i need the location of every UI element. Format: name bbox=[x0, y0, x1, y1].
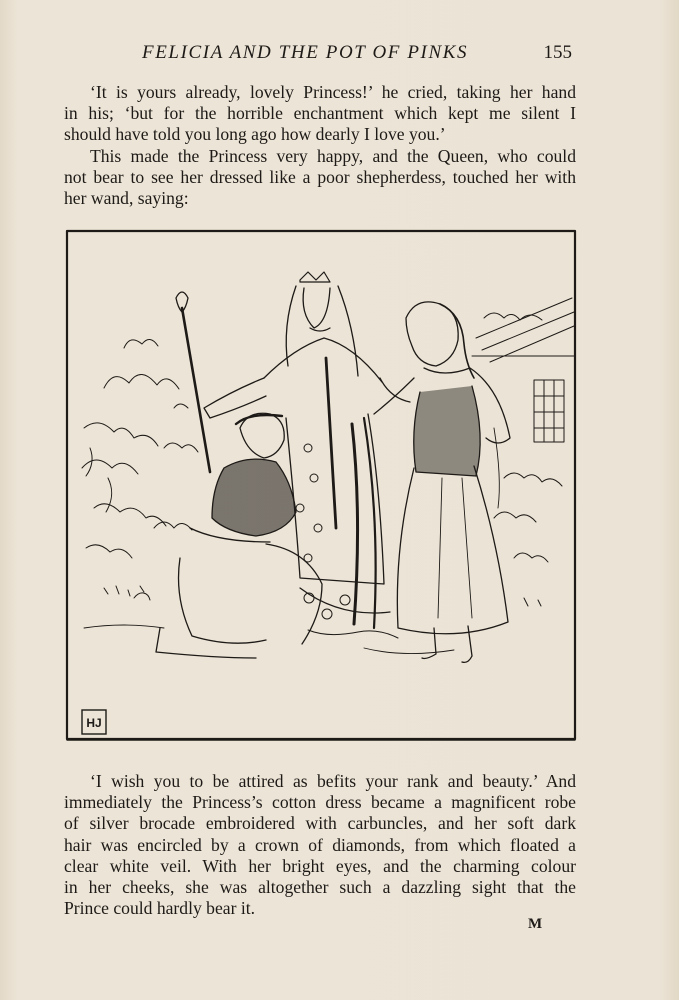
text-line: in his; ‘but for the horrible enchantment which kept me silent I bbox=[64, 103, 576, 124]
page-number: 155 bbox=[543, 42, 572, 63]
text-line: Prince could hardly bear it. bbox=[64, 898, 256, 919]
running-title: FELICIA AND THE POT OF PINKS bbox=[142, 42, 469, 63]
queen-figure bbox=[176, 272, 410, 628]
paragraph-queen-wand bbox=[64, 146, 576, 210]
paragraph-attire bbox=[64, 771, 576, 919]
artist-monogram bbox=[82, 710, 106, 734]
line-drawing bbox=[64, 228, 578, 744]
text-line: ‘I wish you to be attired as befits your rank and beauty.’ And bbox=[90, 771, 576, 791]
foliage-left bbox=[82, 339, 198, 600]
text-line: in her cheeks, she was altogether such a dazzling sight that the bbox=[64, 877, 576, 898]
text-line: of silver brocade embroidered with carbuncles, and her soft dark bbox=[64, 813, 576, 834]
text-line: ‘It is yours already, lovely Princess!’ he cried, taking her hand bbox=[90, 82, 576, 102]
text-line: hair was encircled by a crown of diamonds, from which floated a bbox=[64, 834, 576, 855]
text-line: not bear to see her dressed like a poor shepherdess, touched her with bbox=[64, 166, 576, 187]
bottom-text bbox=[64, 771, 576, 919]
text-line: immediately the Princess’s cotton dress became a magnificent robe bbox=[64, 792, 576, 813]
monogram-text: HJ bbox=[86, 716, 102, 730]
page-header bbox=[60, 42, 580, 68]
text-line: This made the Princess very happy, and the Queen, who could bbox=[90, 145, 576, 166]
paragraph-prince-speech bbox=[64, 82, 576, 146]
text-line: her wand, saying: bbox=[64, 188, 189, 209]
illustration-plate bbox=[64, 228, 578, 744]
text-line: clear white veil. With her bright eyes, and the charming colour bbox=[64, 855, 576, 876]
text-line: should have told you long ago how dearly I love you.’ bbox=[64, 124, 446, 145]
cottage-background bbox=[472, 298, 574, 606]
top-text bbox=[64, 82, 576, 209]
printer-signature-mark: M bbox=[528, 916, 543, 932]
